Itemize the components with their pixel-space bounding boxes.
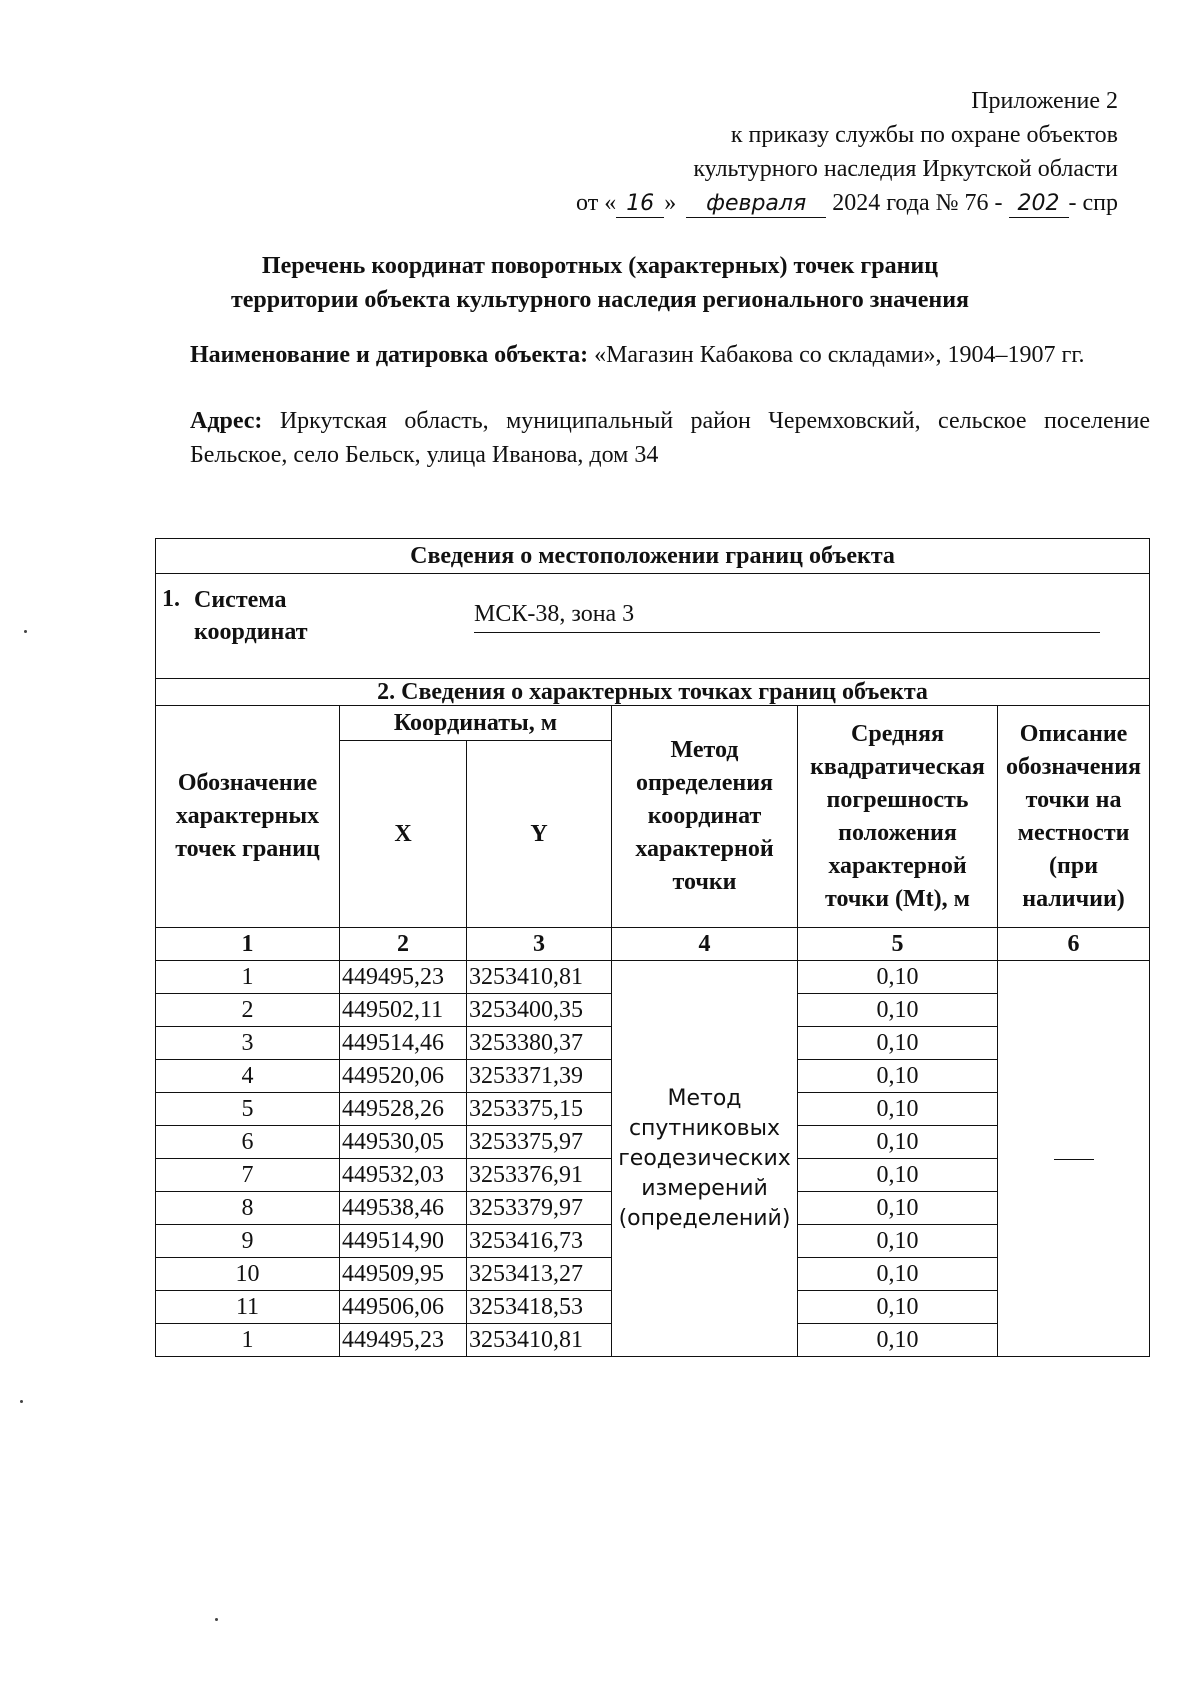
point-id: 7 bbox=[156, 1159, 340, 1192]
coord-x: 449520,06 bbox=[340, 1060, 467, 1093]
point-id: 9 bbox=[156, 1225, 340, 1258]
order-line-2: культурного наследия Иркутской области bbox=[693, 156, 1118, 182]
header-x: X bbox=[340, 741, 467, 928]
boundary-coordinates-table bbox=[155, 538, 1150, 1357]
coord-x: 449495,23 bbox=[340, 961, 467, 994]
object-address-label: Адрес: bbox=[190, 408, 263, 434]
coord-x: 449530,05 bbox=[340, 1126, 467, 1159]
object-address-value: Иркутская область, муниципальный район Черемховский, сельское поселение Бельское, село Бельск, улица Иванова, дом 34 bbox=[190, 408, 1151, 468]
mt-value: 0,10 bbox=[798, 1027, 998, 1060]
point-id: 10 bbox=[156, 1258, 340, 1291]
mt-value: 0,10 bbox=[798, 1192, 998, 1225]
description-dash bbox=[1054, 1159, 1094, 1160]
description-cell bbox=[998, 961, 1150, 1357]
document-title-line-2: территории объекта культурного наследия регионального значения bbox=[230, 287, 970, 313]
points-section-header: 2. Сведения о характерных точках границ объекта bbox=[156, 679, 1150, 706]
mt-value: 0,10 bbox=[798, 1291, 998, 1324]
handwritten-day: 16 bbox=[616, 191, 664, 218]
coord-x: 449502,11 bbox=[340, 994, 467, 1027]
point-id: 8 bbox=[156, 1192, 340, 1225]
method-cell: Метод спутниковых геодезических измерений (определений) bbox=[612, 961, 798, 1357]
header-coordinates: Координаты, м bbox=[340, 706, 612, 741]
coord-y: 3253376,91 bbox=[467, 1159, 612, 1192]
date-suffix: - спр bbox=[1068, 190, 1118, 216]
appendix-label: Приложение 2 bbox=[971, 88, 1118, 114]
point-id: 5 bbox=[156, 1093, 340, 1126]
object-name-paragraph bbox=[190, 338, 1150, 372]
coord-y: 3253375,15 bbox=[467, 1093, 612, 1126]
mt-value: 0,10 bbox=[798, 961, 998, 994]
date-prefix: от « bbox=[576, 190, 617, 216]
coord-x: 449509,95 bbox=[340, 1258, 467, 1291]
coord-y: 3253375,97 bbox=[467, 1126, 612, 1159]
coord-x: 449538,46 bbox=[340, 1192, 467, 1225]
header-description: Описание обозначения точки на местности (при наличии) bbox=[998, 706, 1150, 928]
order-line-1: к приказу службы по охране объектов bbox=[730, 122, 1118, 148]
point-id: 4 bbox=[156, 1060, 340, 1093]
coord-x: 449528,26 bbox=[340, 1093, 467, 1126]
scan-speck bbox=[20, 1400, 23, 1403]
coord-x: 449532,03 bbox=[340, 1159, 467, 1192]
mt-value: 0,10 bbox=[798, 1060, 998, 1093]
coordinate-system-number: 1. bbox=[162, 586, 180, 612]
header-designation: Обозначение характерных точек границ bbox=[156, 706, 340, 928]
table-row bbox=[156, 961, 1150, 994]
object-name-label: Наименование и датировка объекта: bbox=[190, 342, 589, 368]
coord-y: 3253379,97 bbox=[467, 1192, 612, 1225]
document-title-line-1: Перечень координат поворотных (характерных) точек границ bbox=[261, 253, 939, 279]
coord-y: 3253418,53 bbox=[467, 1291, 612, 1324]
coord-y: 3253416,73 bbox=[467, 1225, 612, 1258]
coord-x: 449495,23 bbox=[340, 1324, 467, 1357]
object-address-paragraph bbox=[190, 404, 1150, 472]
handwritten-month: февраля bbox=[686, 191, 826, 218]
scan-speck bbox=[24, 630, 27, 633]
handwritten-order-number: 202 bbox=[1009, 191, 1069, 218]
coordinate-system-value: МСК-38, зона 3 bbox=[474, 596, 1100, 633]
order-date-line bbox=[576, 186, 1118, 220]
mt-value: 0,10 bbox=[798, 994, 998, 1027]
date-mid: » bbox=[664, 190, 677, 216]
object-name-value: «Магазин Кабакова со складами», 1904–1907 гг. bbox=[594, 342, 1085, 368]
header-y: Y bbox=[467, 741, 612, 928]
coord-y: 3253410,81 bbox=[467, 1324, 612, 1357]
column-number-6: 6 bbox=[998, 928, 1150, 961]
header-method: Метод определения координат характерной точки bbox=[612, 706, 798, 928]
column-number-3: 3 bbox=[467, 928, 612, 961]
mt-value: 0,10 bbox=[798, 1258, 998, 1291]
point-id: 11 bbox=[156, 1291, 340, 1324]
mt-value: 0,10 bbox=[798, 1159, 998, 1192]
mt-value: 0,10 bbox=[798, 1093, 998, 1126]
coord-y: 3253380,37 bbox=[467, 1027, 612, 1060]
coord-y: 3253400,35 bbox=[467, 994, 612, 1027]
coord-x: 449514,46 bbox=[340, 1027, 467, 1060]
point-id: 1 bbox=[156, 1324, 340, 1357]
coord-x: 449514,90 bbox=[340, 1225, 467, 1258]
point-id: 1 bbox=[156, 961, 340, 994]
mt-value: 0,10 bbox=[798, 1324, 998, 1357]
column-number-5: 5 bbox=[798, 928, 998, 961]
date-year: 2024 года № 76 - bbox=[832, 190, 1003, 216]
column-number-4: 4 bbox=[612, 928, 798, 961]
point-id: 3 bbox=[156, 1027, 340, 1060]
point-id: 6 bbox=[156, 1126, 340, 1159]
column-number-2: 2 bbox=[340, 928, 467, 961]
mt-value: 0,10 bbox=[798, 1126, 998, 1159]
coord-y: 3253413,27 bbox=[467, 1258, 612, 1291]
column-number-1: 1 bbox=[156, 928, 340, 961]
scan-speck bbox=[215, 1618, 218, 1621]
mt-value: 0,10 bbox=[798, 1225, 998, 1258]
header-error: Средняя квадратическая погрешность положения характерной точки (Mt), м bbox=[798, 706, 998, 928]
coordinate-system-cell bbox=[156, 574, 1150, 679]
location-section-header: Сведения о местоположении границ объекта bbox=[156, 539, 1150, 574]
coord-x: 449506,06 bbox=[340, 1291, 467, 1324]
coordinate-system-label: Система координат bbox=[194, 587, 308, 645]
point-id: 2 bbox=[156, 994, 340, 1027]
coord-y: 3253410,81 bbox=[467, 961, 612, 994]
coord-y: 3253371,39 bbox=[467, 1060, 612, 1093]
